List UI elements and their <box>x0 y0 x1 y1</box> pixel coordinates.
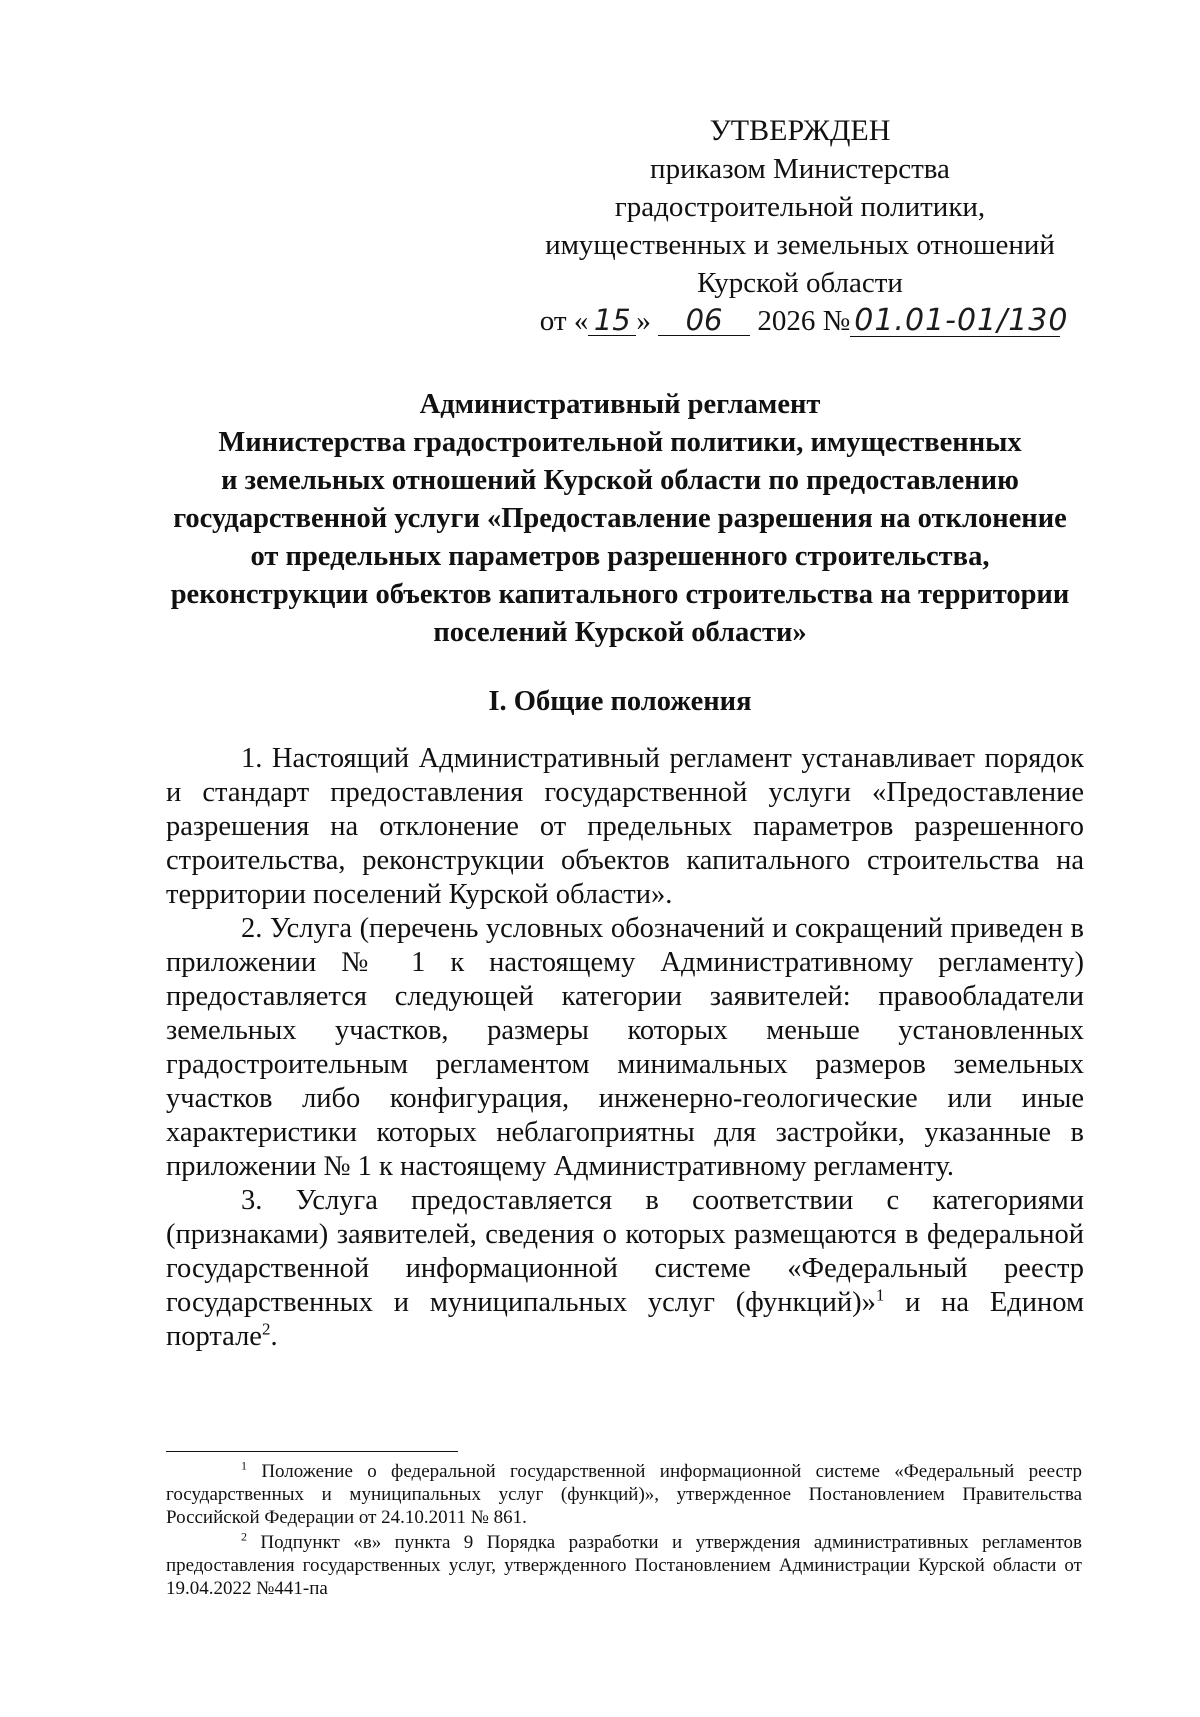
quote-close: » <box>636 305 651 337</box>
approval-line: приказом Министерства <box>650 153 950 185</box>
footnote-text: Положение о федеральной государственной информационной системе «Федеральный реестр государственных и муниципальных услуг (функций)», утвержденное Постановлением Правительства Российской Федерации от 24.10.2011 № 861. <box>166 1461 1082 1528</box>
paragraph-3-text: 3. Услуга предоставляется в соответствии с категориями (признаками) заявителей, сведения о которых размещаются в федеральной государственной информационной системе «Федеральный реестр государственных и муниципальных услуг (функций)» <box>166 1185 1084 1318</box>
approval-heading: УТВЕРЖДЕН <box>709 114 891 147</box>
footnote-1 <box>166 1460 1082 1529</box>
paragraph-2: 2. Услуга (перечень условных обозначений и сокращений приведен в приложении № 1 к настоящему Административному регламенту) предоставляется следующей категории заявителей: правообладатели земельных участков, размеры которых меньше установленных градостроительным регламентом минимальных размеров земельных участков либо конфигурация, инженерно-геологические или иные характеристики которых неблагоприятны для застройки, указанные в приложении № 1 к настоящему Административному регламенту. <box>166 913 1084 1182</box>
order-date-number-line <box>520 302 1080 340</box>
from-label: от <box>539 305 567 337</box>
title-line: Административный регламент <box>419 389 821 420</box>
body-text <box>166 742 1084 1354</box>
title-line: от предельных параметров разрешенного строительства, <box>250 541 990 572</box>
title-line: реконструкции объектов капитального строительства на территории <box>170 579 1070 610</box>
quote-open: « <box>573 305 589 337</box>
footnote-2 <box>166 1531 1082 1600</box>
approval-block <box>520 112 1080 340</box>
order-month: 06 <box>658 305 750 336</box>
title-line: государственной услуги «Предоставление разрешения на отклонение <box>173 503 1067 534</box>
paragraph-1: 1. Настоящий Административный регламент устанавливает порядок и стандарт предоставления государственной услуги «Предоставление разрешения на отклонение от предельных параметров разрешенного строительства, реконструкции объектов капитального строительства на территории поселений Курской области». <box>166 743 1084 910</box>
footnote-mark: 1 <box>241 1458 247 1473</box>
footnote-text: Подпункт «в» пункта 9 Порядка разработки и утверждения административных регламентов предоставления государственных услуг, утвержденного Постановлением Администрации Курской области от 19.04.2022 №441-па <box>166 1532 1082 1599</box>
order-number: 01.01-01/130 <box>850 306 1060 337</box>
approval-line: Курской области <box>697 267 903 299</box>
footnotes <box>166 1460 1082 1602</box>
footnote-ref-2: 2 <box>261 1319 271 1339</box>
paragraph-3-end: . <box>270 1321 278 1352</box>
order-year: 2026 <box>757 305 816 337</box>
title-line: поселений Курской области» <box>433 617 807 648</box>
approval-line: имущественных и земельных отношений <box>545 229 1055 261</box>
footnote-separator <box>166 1451 458 1452</box>
document-title <box>160 386 1080 652</box>
title-line: и земельных отношений Курской области по предоставлению <box>221 465 1019 496</box>
footnote-mark: 2 <box>241 1529 247 1544</box>
order-day: 15 <box>588 305 636 336</box>
number-sign: № <box>822 305 851 337</box>
approval-line: градостроительной политики, <box>614 191 986 223</box>
footnote-ref-1: 1 <box>875 1285 885 1305</box>
paragraph-3 <box>166 1184 1084 1354</box>
paragraph-3-text-cont: и на Едином портале <box>166 1287 1084 1352</box>
title-line: Министерства градостроительной политики, имущественных <box>218 427 1022 458</box>
section-heading: I. Общие положения <box>488 686 752 717</box>
